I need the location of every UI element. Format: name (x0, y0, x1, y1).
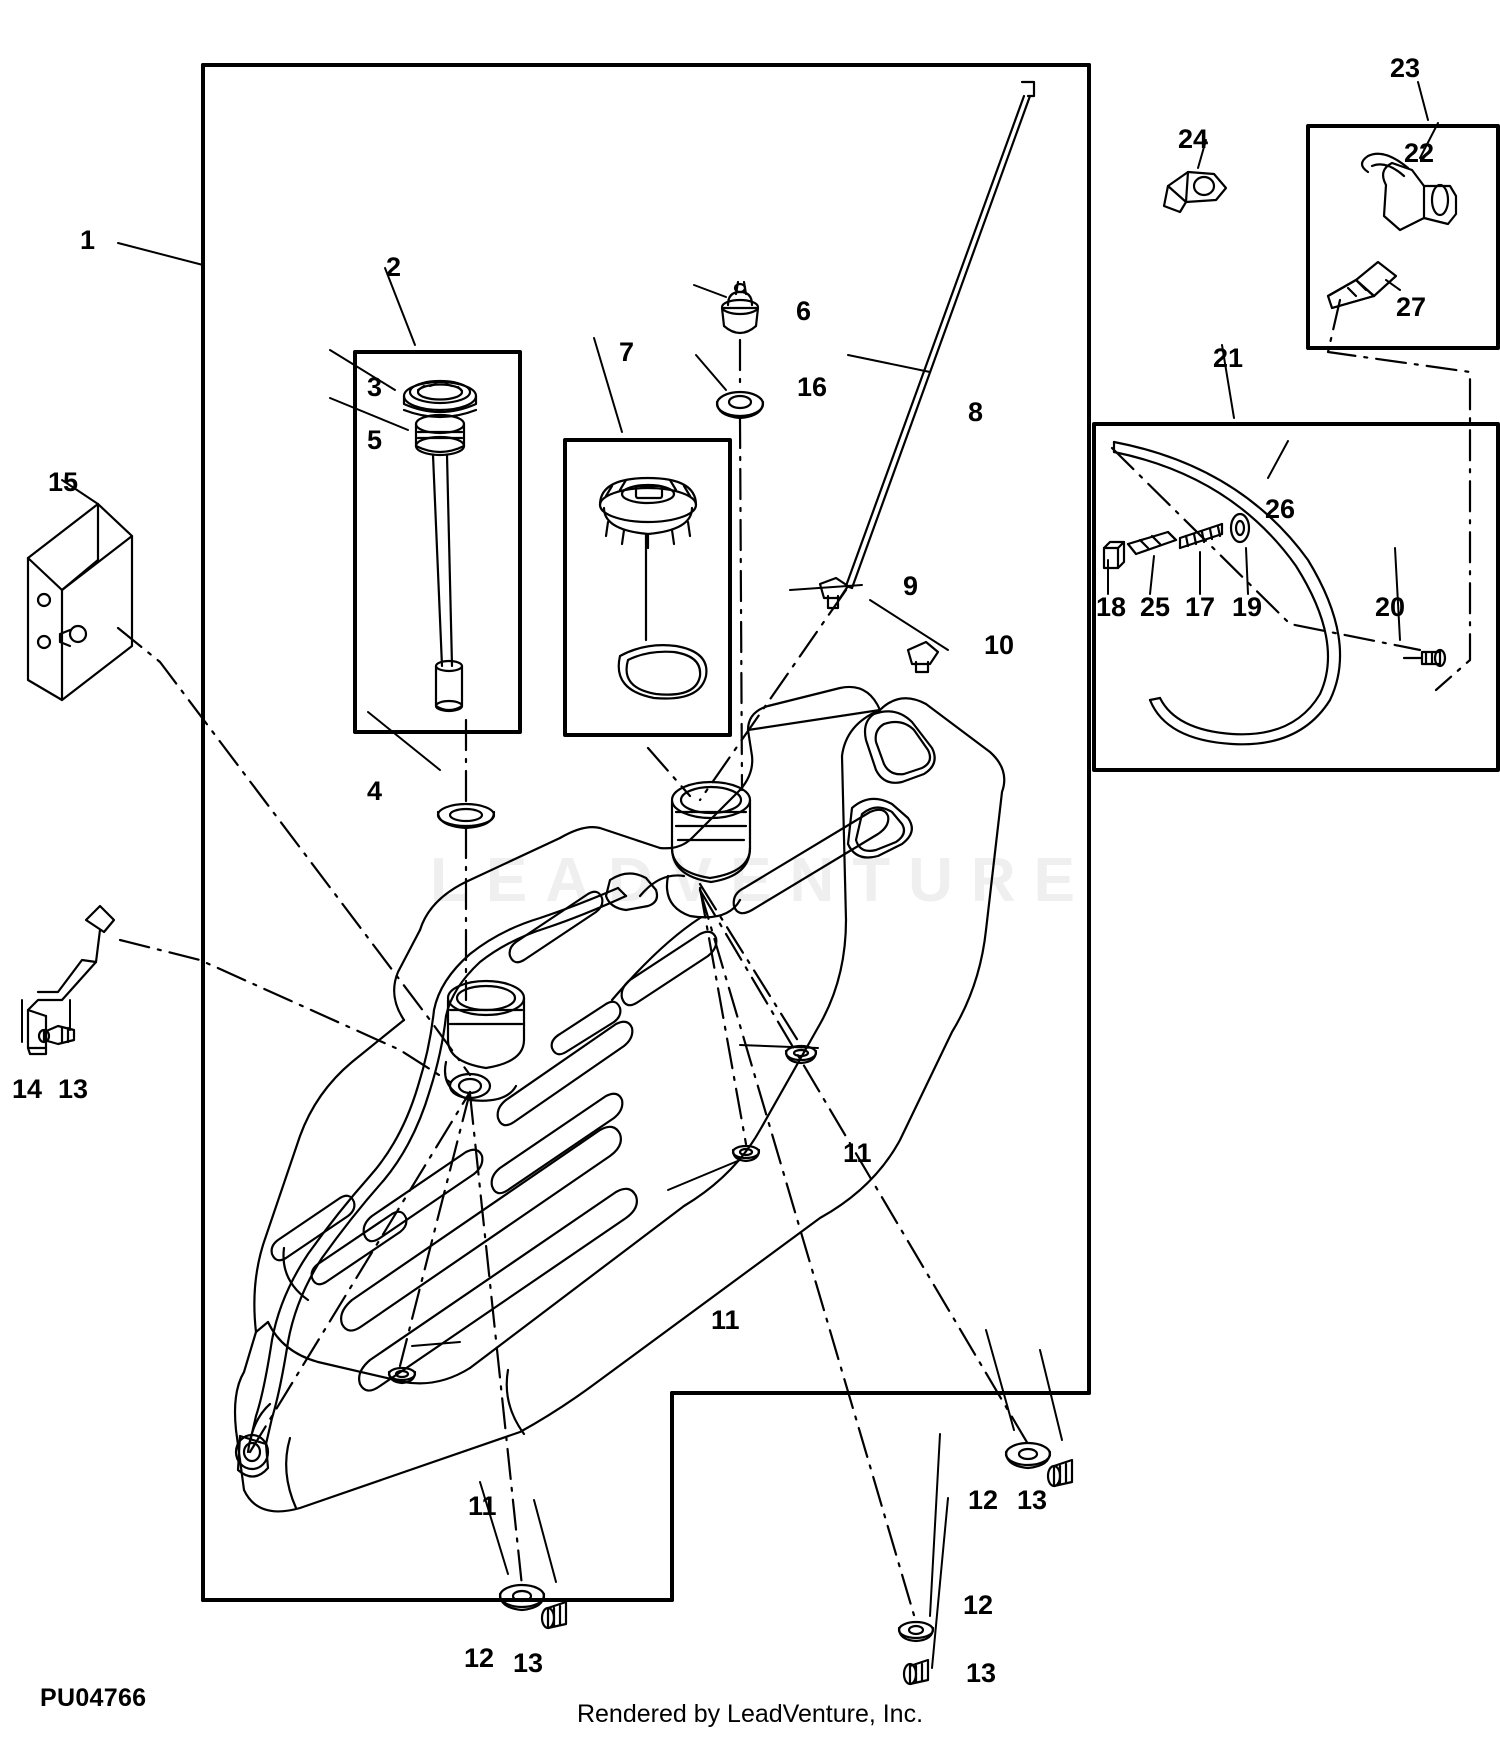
callout-1: 1 (80, 225, 96, 255)
callout-12-a: 12 (968, 1485, 999, 1515)
callout-4: 4 (367, 776, 383, 806)
callout-6: 6 (796, 296, 812, 326)
callout-9: 9 (903, 571, 919, 601)
callout-11-b: 11 (711, 1305, 740, 1335)
callout-10: 10 (984, 630, 1015, 660)
callout-21: 21 (1213, 343, 1244, 373)
callout-13-b: 13 (513, 1648, 544, 1678)
callout-13-c: 13 (966, 1658, 997, 1688)
callout-2: 2 (386, 252, 402, 282)
callout-16: 16 (797, 372, 828, 402)
callout-18: 18 (1096, 592, 1127, 622)
callout-19: 19 (1232, 592, 1263, 622)
callout-15: 15 (48, 467, 79, 497)
callout-27: 27 (1396, 292, 1427, 322)
callout-24: 24 (1178, 124, 1209, 154)
callout-11-c: 11 (468, 1491, 497, 1521)
callout-13-a: 13 (1017, 1485, 1048, 1515)
callout-5: 5 (367, 425, 383, 455)
callout-26: 26 (1265, 494, 1296, 524)
callout-12-c: 12 (963, 1590, 994, 1620)
part-code-label: PU04766 (40, 1684, 147, 1712)
rendered-by-label: Rendered by LeadVenture, Inc. (576, 1700, 924, 1728)
callout-17: 17 (1185, 592, 1216, 622)
callout-14: 14 (12, 1074, 43, 1104)
callout-13-d: 13 (58, 1074, 89, 1104)
callout-11-a: 11 (843, 1138, 872, 1168)
callout-25: 25 (1140, 592, 1171, 622)
callout-7: 7 (619, 337, 635, 367)
callout-20: 20 (1375, 592, 1406, 622)
callout-22: 22 (1404, 138, 1435, 168)
callout-8: 8 (968, 397, 984, 427)
callout-12-b: 12 (464, 1643, 495, 1673)
callout-23: 23 (1390, 53, 1421, 83)
callout-3: 3 (367, 372, 383, 402)
watermark-text: LEADVENTURE (430, 846, 1094, 915)
